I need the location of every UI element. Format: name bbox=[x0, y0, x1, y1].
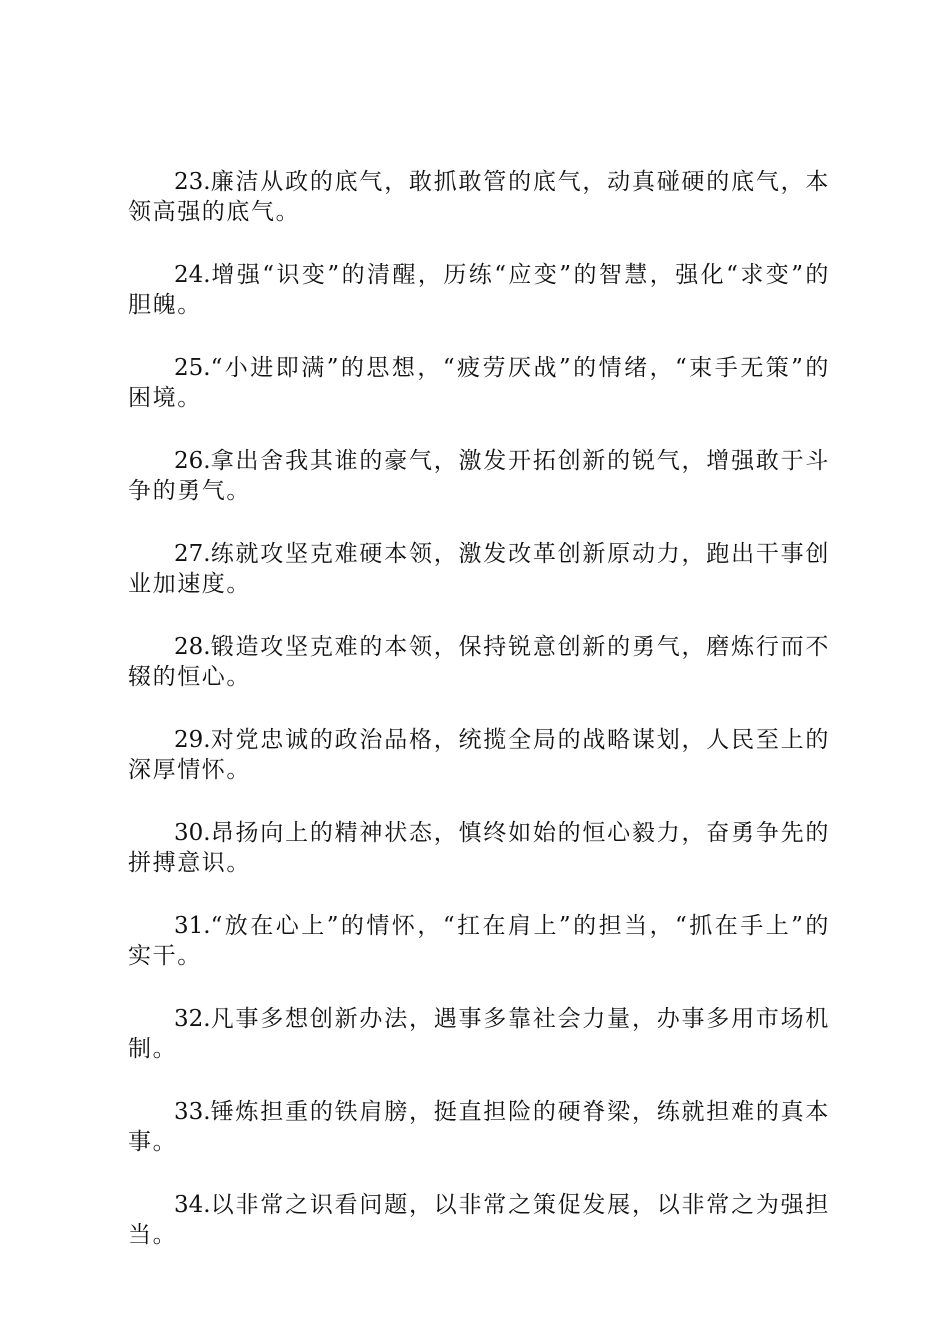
item-number: 26. bbox=[174, 448, 211, 474]
item-text: “放在心上”的情怀，“扛在肩上”的担当，“抓在手上”的实干。 bbox=[128, 913, 830, 969]
item-number: 25. bbox=[174, 355, 211, 381]
list-item bbox=[128, 632, 830, 692]
list-item bbox=[128, 725, 830, 785]
list-item bbox=[128, 260, 830, 320]
list-item bbox=[128, 539, 830, 599]
list-item bbox=[128, 353, 830, 413]
list-item bbox=[128, 167, 830, 227]
item-number: 23. bbox=[174, 169, 211, 195]
item-text: 练就攻坚克难硬本领，激发改革创新原动力，跑出干事创业加速度。 bbox=[128, 541, 830, 597]
item-number: 27. bbox=[174, 541, 211, 567]
item-text: 对党忠诚的政治品格，统揽全局的战略谋划，人民至上的深厚情怀。 bbox=[128, 727, 830, 783]
item-text: “小进即满”的思想，“疲劳厌战”的情绪，“束手无策”的困境。 bbox=[128, 355, 830, 411]
item-number: 24. bbox=[174, 262, 211, 288]
item-text: 锻造攻坚克难的本领，保持锐意创新的勇气，磨炼行而不辍的恒心。 bbox=[128, 634, 830, 690]
item-number: 28. bbox=[174, 634, 211, 660]
item-text: 增强“识变”的清醒，历练“应变”的智慧，强化“求变”的胆魄。 bbox=[128, 262, 830, 318]
item-number: 29. bbox=[174, 727, 211, 753]
item-text: 凡事多想创新办法，遇事多靠社会力量，办事多用市场机制。 bbox=[128, 1006, 830, 1062]
list-item bbox=[128, 1097, 830, 1157]
list-item bbox=[128, 1004, 830, 1064]
item-number: 34. bbox=[174, 1192, 211, 1218]
item-text: 廉洁从政的底气，敢抓敢管的底气，动真碰硬的底气，本领高强的底气。 bbox=[128, 169, 830, 225]
list-item bbox=[128, 1190, 830, 1250]
item-text: 拿出舍我其谁的豪气，激发开拓创新的锐气，增强敢于斗争的勇气。 bbox=[128, 448, 830, 504]
item-number: 30. bbox=[174, 820, 211, 846]
item-text: 以非常之识看问题，以非常之策促发展，以非常之为强担当。 bbox=[128, 1192, 830, 1248]
item-number: 33. bbox=[174, 1099, 211, 1125]
item-number: 32. bbox=[174, 1006, 211, 1032]
item-number: 31. bbox=[174, 913, 211, 939]
list-item bbox=[128, 818, 830, 878]
item-text: 昂扬向上的精神状态，慎终如始的恒心毅力，奋勇争先的拼搏意识。 bbox=[128, 820, 830, 876]
list-item bbox=[128, 446, 830, 506]
item-text: 锤炼担重的铁肩膀，挺直担险的硬脊梁，练就担难的真本事。 bbox=[128, 1099, 830, 1155]
document-body bbox=[128, 167, 830, 1283]
list-item bbox=[128, 911, 830, 971]
